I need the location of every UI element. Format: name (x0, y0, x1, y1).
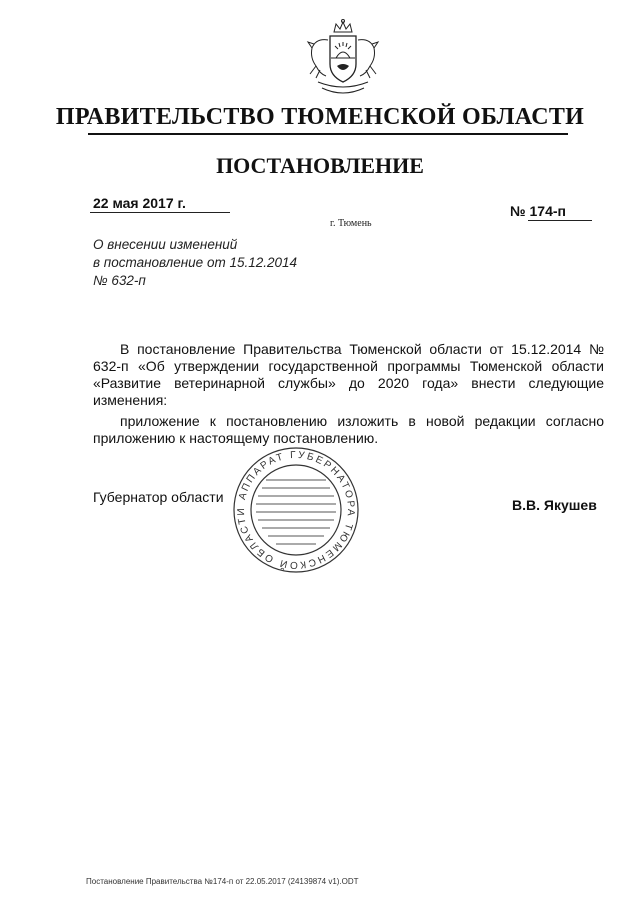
signer-name: В.В. Якушев (512, 497, 597, 513)
signer-position: Губернатор области (93, 489, 224, 505)
document-date: 22 мая 2017 г. (93, 195, 186, 211)
document-number: № 174-п (510, 203, 566, 219)
footer-filename: Постановление Правительства №174-п от 22.05.2017 (24139874 v1).ODT (86, 877, 359, 886)
subject-line-3: № 632-п (93, 273, 146, 288)
subject-line-1: О внесении изменений (93, 237, 238, 252)
document-city: г. Тюмень (330, 218, 372, 229)
number-underline (528, 220, 592, 221)
body-paragraph-1: В постановление Правительства Тюменской области от 15.12.2014 № 632-п «Об утверждении государственной программы Тюменской области «Развитие ветеринарной службы» до 2020 года» внести следующие изменения: (93, 341, 604, 408)
body-paragraph-2: приложение к постановлению изложить в новой редакции согласно приложению к настоящему постановлению. (93, 413, 604, 446)
document-type-title: ПОСТАНОВЛЕНИЕ (216, 153, 424, 178)
official-seal-stamp (232, 446, 360, 574)
header-underline (88, 133, 568, 135)
subject-line-2: в постановление от 15.12.2014 (93, 255, 298, 270)
coat-of-arms-emblem (300, 18, 386, 100)
organization-name: ПРАВИТЕЛЬСТВО ТЮМЕНСКОЙ ОБЛАСТИ (55, 104, 585, 130)
date-underline (90, 212, 230, 213)
svg-text:АППАРАТ ГУБЕРНАТОРА ТЮМЕНСКОЙ: АППАРАТ ГУБЕРНАТОРА ТЮМЕНСКОЙ ОБЛАСТИ (235, 449, 357, 571)
